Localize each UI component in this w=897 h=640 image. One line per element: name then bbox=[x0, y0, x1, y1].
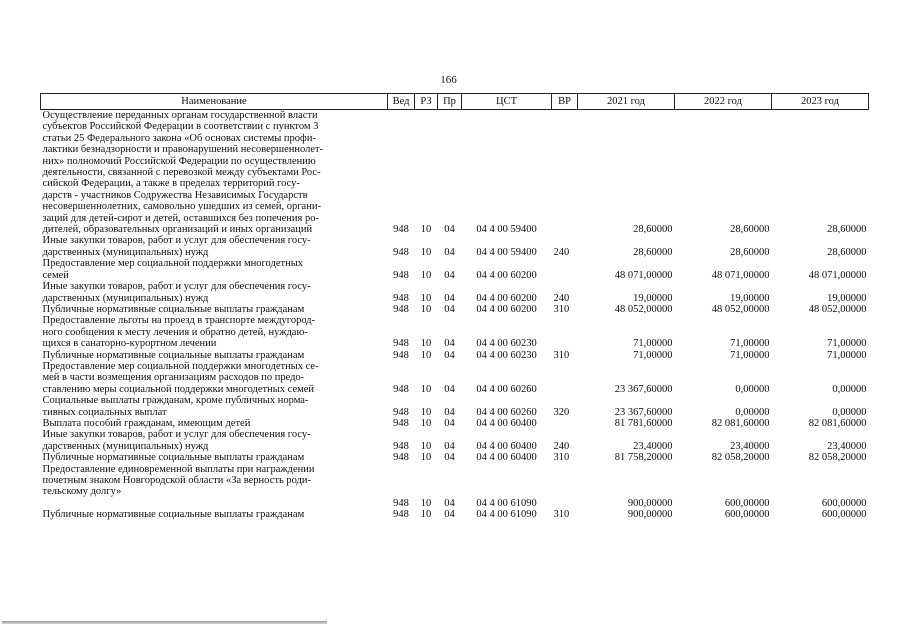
cell-cst: 04 4 00 60400 bbox=[476, 452, 537, 464]
cell-cst: 04 4 00 61090 bbox=[476, 509, 537, 521]
cell-2022: 600,00000 bbox=[724, 497, 770, 509]
cell-2022: 82 058,20000 bbox=[711, 452, 770, 464]
cell-ved: 948 bbox=[393, 303, 409, 315]
cell-name bbox=[41, 258, 388, 281]
cell-cst: 04 4 00 61090 bbox=[476, 497, 537, 509]
table-row bbox=[41, 418, 869, 429]
header-row bbox=[41, 94, 869, 110]
cell-rz: 10 bbox=[420, 417, 432, 429]
cell-2023: 71,00000 bbox=[827, 349, 867, 361]
cell-2021: 19,00000 bbox=[633, 292, 673, 304]
cell-rz: 10 bbox=[420, 338, 432, 350]
header-2022: 2022 год bbox=[675, 94, 772, 110]
cell-pr: 04 bbox=[444, 224, 455, 236]
scan-edge-bar bbox=[2, 621, 327, 624]
cell-2022: 23,40000 bbox=[730, 440, 770, 452]
name-line: тивных социальных выплат bbox=[42, 406, 167, 418]
table-row bbox=[41, 464, 869, 510]
cell-cst: 04 4 00 59400 bbox=[476, 246, 537, 258]
cell-2021: 23 367,60000 bbox=[614, 383, 673, 395]
cell-2021: 28,60000 bbox=[633, 246, 673, 258]
name-line: дарственных (муниципальных) нужд bbox=[42, 440, 209, 452]
name-line: Предоставление льготы на проезд в транспорте междугород- bbox=[42, 315, 316, 327]
name-line: ставлению меры социальной поддержки многодетных семей bbox=[42, 383, 315, 395]
table-row bbox=[41, 304, 869, 315]
cell-2021: 23,40000 bbox=[633, 440, 673, 452]
name-line: почетным знаком Новгородской области «За верность роди- bbox=[42, 475, 312, 486]
cell-2021: 81 781,60000 bbox=[614, 417, 673, 429]
table-row bbox=[41, 258, 869, 281]
name-line: Публичные нормативные социальные выплаты гражданам bbox=[42, 349, 305, 361]
cell-2021: 28,60000 bbox=[633, 224, 673, 236]
cell-vr: 310 bbox=[553, 509, 570, 521]
cell-2021: 71,00000 bbox=[633, 349, 673, 361]
cell-pr: 04 bbox=[444, 417, 455, 429]
cell-2022: 82 081,60000 bbox=[711, 417, 770, 429]
header-ved: Вед bbox=[388, 94, 415, 110]
cell-2022: 28,60000 bbox=[730, 224, 770, 236]
cell-2021: 71,00000 bbox=[633, 338, 673, 350]
cell-cst: 04 4 00 60200 bbox=[476, 303, 537, 315]
name-line: Осуществление переданных органам государственной власти bbox=[42, 110, 318, 121]
name-line: мей в части возмещения организациям расходов по предо- bbox=[42, 372, 305, 384]
cell-2023: 600,00000 bbox=[821, 509, 867, 521]
cell-cst: 04 4 00 59400 bbox=[476, 224, 537, 236]
cell-rz: 10 bbox=[420, 224, 432, 236]
cell-2023: 48 052,00000 bbox=[808, 303, 867, 315]
cell-2023: 28,60000 bbox=[827, 246, 867, 258]
name-line: сийской Федерации, а также в пределах территорий госу- bbox=[42, 178, 300, 190]
cell-name bbox=[41, 395, 388, 418]
name-line: Иные закупки товаров, работ и услуг для обеспечения госу- bbox=[42, 281, 311, 293]
cell-ved: 948 bbox=[393, 383, 409, 395]
cell-ved: 948 bbox=[393, 417, 409, 429]
cell-2023: 0,00000 bbox=[832, 383, 867, 395]
name-line: Публичные нормативные социальные выплаты гражданам bbox=[42, 303, 305, 315]
header-name: Наименование bbox=[41, 94, 388, 110]
cell-pr: 04 bbox=[444, 497, 455, 509]
name-line: Предоставление единовременной выплаты при награждении bbox=[42, 463, 315, 475]
table-row bbox=[41, 395, 869, 418]
cell-2022: 19,00000 bbox=[730, 292, 770, 304]
cell-2021: 48 071,00000 bbox=[614, 269, 673, 281]
cell-name bbox=[41, 464, 388, 510]
cell-name bbox=[41, 418, 388, 429]
cell-vr: 310 bbox=[553, 303, 570, 315]
cell-2023: 48 071,00000 bbox=[808, 269, 867, 281]
name-line: субъектов Российской Федерации в соответствии с пунктом 3 bbox=[42, 121, 319, 133]
cell-name bbox=[41, 315, 388, 349]
cell-vr: 240 bbox=[553, 440, 570, 452]
cell-vr bbox=[552, 418, 578, 429]
name-line: дарств - участников Содружества Независимых Государств bbox=[42, 189, 308, 201]
table-row bbox=[41, 281, 869, 304]
cell-cst: 04 4 00 60230 bbox=[476, 349, 537, 361]
cell-cst: 04 4 00 60200 bbox=[476, 269, 537, 281]
cell-2022: 0,00000 bbox=[735, 383, 770, 395]
table-row bbox=[41, 235, 869, 258]
name-line: щихся в санаторно-курортном лечении bbox=[42, 338, 217, 350]
cell-rz: 10 bbox=[420, 509, 432, 521]
cell-rz: 10 bbox=[420, 349, 432, 361]
table-body bbox=[41, 110, 869, 521]
cell-vr: 240 bbox=[553, 246, 570, 258]
table-row bbox=[41, 429, 869, 452]
name-line: деятельности, связанной с перевозкой между субъектами Рос- bbox=[42, 167, 321, 179]
cell-rz: 10 bbox=[420, 292, 432, 304]
cell-2023: 0,00000 bbox=[832, 406, 867, 418]
page-number: 166 bbox=[440, 74, 457, 86]
cell-2023: 28,60000 bbox=[827, 224, 867, 236]
cell-2023: 600,00000 bbox=[821, 497, 867, 509]
cell-ved: 948 bbox=[393, 440, 409, 452]
cell-rz: 10 bbox=[420, 383, 432, 395]
name-line: несовершеннолетних, самовольно ушедших из семей, органи- bbox=[42, 201, 321, 213]
name-line: Предоставление мер социальной поддержки многодетных bbox=[42, 258, 303, 270]
cell-2022: 28,60000 bbox=[730, 246, 770, 258]
cell-ved: 948 bbox=[393, 224, 409, 236]
cell-cst: 04 4 00 60230 bbox=[476, 338, 537, 350]
cell-cst: 04 4 00 60400 bbox=[476, 440, 537, 452]
cell-name bbox=[41, 350, 388, 361]
cell-vr: 320 bbox=[553, 406, 570, 418]
cell-2022: 0,00000 bbox=[735, 406, 770, 418]
name-line: дарственных (муниципальных) нужд bbox=[42, 246, 209, 258]
cell-name bbox=[41, 361, 388, 395]
cell-pr: 04 bbox=[444, 338, 455, 350]
cell-2023: 71,00000 bbox=[827, 338, 867, 350]
cell-rz: 10 bbox=[420, 246, 432, 258]
name-line: Иные закупки товаров, работ и услуг для обеспечения госу- bbox=[42, 235, 311, 247]
table-header bbox=[41, 94, 869, 110]
cell-2021: 81 758,20000 bbox=[614, 452, 673, 464]
name-line: Публичные нормативные социальные выплаты гражданам bbox=[42, 509, 305, 521]
cell-rz: 10 bbox=[420, 497, 432, 509]
cell-pr: 04 bbox=[444, 406, 455, 418]
cell-rz: 10 bbox=[420, 303, 432, 315]
cell-2023: 82 058,20000 bbox=[808, 452, 867, 464]
cell-vr bbox=[552, 464, 578, 510]
cell-pr: 04 bbox=[444, 303, 455, 315]
cell-2021: 48 052,00000 bbox=[614, 303, 673, 315]
cell-pr: 04 bbox=[444, 440, 455, 452]
cell-rz: 10 bbox=[420, 269, 432, 281]
name-line: Предоставление мер социальной поддержки многодетных се- bbox=[42, 360, 319, 372]
cell-2022: 600,00000 bbox=[724, 509, 770, 521]
cell-vr: 240 bbox=[553, 292, 570, 304]
header-vr: ВР bbox=[552, 94, 578, 110]
cell-rz: 10 bbox=[420, 452, 432, 464]
cell-ved: 948 bbox=[393, 269, 409, 281]
header-rz: РЗ bbox=[415, 94, 438, 110]
cell-2022: 48 071,00000 bbox=[711, 269, 770, 281]
table-row bbox=[41, 110, 869, 236]
cell-2022: 48 052,00000 bbox=[711, 303, 770, 315]
name-line: ного сообщения к месту лечения и обратно детей, нуждаю- bbox=[42, 326, 308, 338]
name-line: дарственных (муниципальных) нужд bbox=[42, 292, 209, 304]
cell-pr: 04 bbox=[444, 383, 455, 395]
cell-name bbox=[41, 235, 388, 258]
cell-name bbox=[41, 509, 388, 520]
table-row bbox=[41, 315, 869, 349]
cell-ved: 948 bbox=[393, 497, 409, 509]
name-line bbox=[43, 498, 386, 509]
header-2021: 2021 год bbox=[578, 94, 675, 110]
cell-pr: 04 bbox=[444, 269, 455, 281]
cell-ved: 948 bbox=[393, 246, 409, 258]
cell-vr bbox=[552, 258, 578, 281]
cell-cst: 04 4 00 60400 bbox=[476, 417, 537, 429]
table-row bbox=[41, 452, 869, 463]
name-line: статьи 25 Федерального закона «Об основах системы профи- bbox=[42, 132, 316, 144]
cell-cst: 04 4 00 60260 bbox=[476, 383, 537, 395]
cell-2021: 23 367,60000 bbox=[614, 406, 673, 418]
cell-rz: 10 bbox=[420, 406, 432, 418]
cell-2022: 71,00000 bbox=[730, 349, 770, 361]
name-line: них» полномочий Российской Федерации по осуществлению bbox=[42, 155, 316, 167]
cell-pr: 04 bbox=[444, 349, 455, 361]
table-row bbox=[41, 509, 869, 520]
cell-ved: 948 bbox=[393, 338, 409, 350]
cell-ved: 948 bbox=[393, 406, 409, 418]
header-cst: ЦСТ bbox=[462, 94, 552, 110]
name-line: заций для детей-сирот и детей, оставшихся без попечения ро- bbox=[42, 212, 319, 224]
name-line: Иные закупки товаров, работ и услуг для обеспечения госу- bbox=[42, 429, 311, 441]
cell-name bbox=[41, 452, 388, 463]
budget-table bbox=[40, 93, 869, 521]
name-line: семей bbox=[42, 269, 69, 281]
cell-name bbox=[41, 110, 388, 236]
header-2023: 2023 год bbox=[772, 94, 869, 110]
table-row bbox=[41, 350, 869, 361]
cell-pr: 04 bbox=[444, 292, 455, 304]
cell-vr bbox=[552, 315, 578, 349]
cell-name bbox=[41, 281, 388, 304]
cell-vr: 310 bbox=[553, 349, 570, 361]
cell-name bbox=[41, 429, 388, 452]
table-row bbox=[41, 361, 869, 395]
cell-ved: 948 bbox=[393, 509, 409, 521]
cell-pr: 04 bbox=[444, 246, 455, 258]
name-line: дителей, образовательных организаций и иных организаций bbox=[42, 224, 313, 236]
cell-2021: 900,00000 bbox=[627, 497, 673, 509]
cell-ved: 948 bbox=[393, 349, 409, 361]
name-line: Публичные нормативные социальные выплаты гражданам bbox=[42, 452, 305, 464]
cell-rz: 10 bbox=[420, 440, 432, 452]
cell-2022: 71,00000 bbox=[730, 338, 770, 350]
cell-cst: 04 4 00 60200 bbox=[476, 292, 537, 304]
name-line: лактики безнадзорности и правонарушений несовершеннолет- bbox=[42, 144, 324, 156]
name-line: Выплата пособий гражданам, имеющим детей bbox=[42, 417, 251, 429]
cell-2021: 900,00000 bbox=[627, 509, 673, 521]
header-pr: Пр bbox=[438, 94, 462, 110]
cell-vr: 310 bbox=[553, 452, 570, 464]
cell-2023: 19,00000 bbox=[827, 292, 867, 304]
name-line: тельскому долгу» bbox=[42, 486, 122, 498]
cell-2023: 82 081,60000 bbox=[808, 417, 867, 429]
cell-pr: 04 bbox=[444, 509, 455, 521]
cell-ved: 948 bbox=[393, 452, 409, 464]
cell-2023: 23,40000 bbox=[827, 440, 867, 452]
cell-cst: 04 4 00 60260 bbox=[476, 406, 537, 418]
cell-vr bbox=[552, 361, 578, 395]
cell-name bbox=[41, 304, 388, 315]
cell-pr: 04 bbox=[444, 452, 455, 464]
name-line: Социальные выплаты гражданам, кроме публичных норма- bbox=[42, 395, 309, 407]
cell-vr bbox=[552, 110, 578, 236]
cell-ved: 948 bbox=[393, 292, 409, 304]
